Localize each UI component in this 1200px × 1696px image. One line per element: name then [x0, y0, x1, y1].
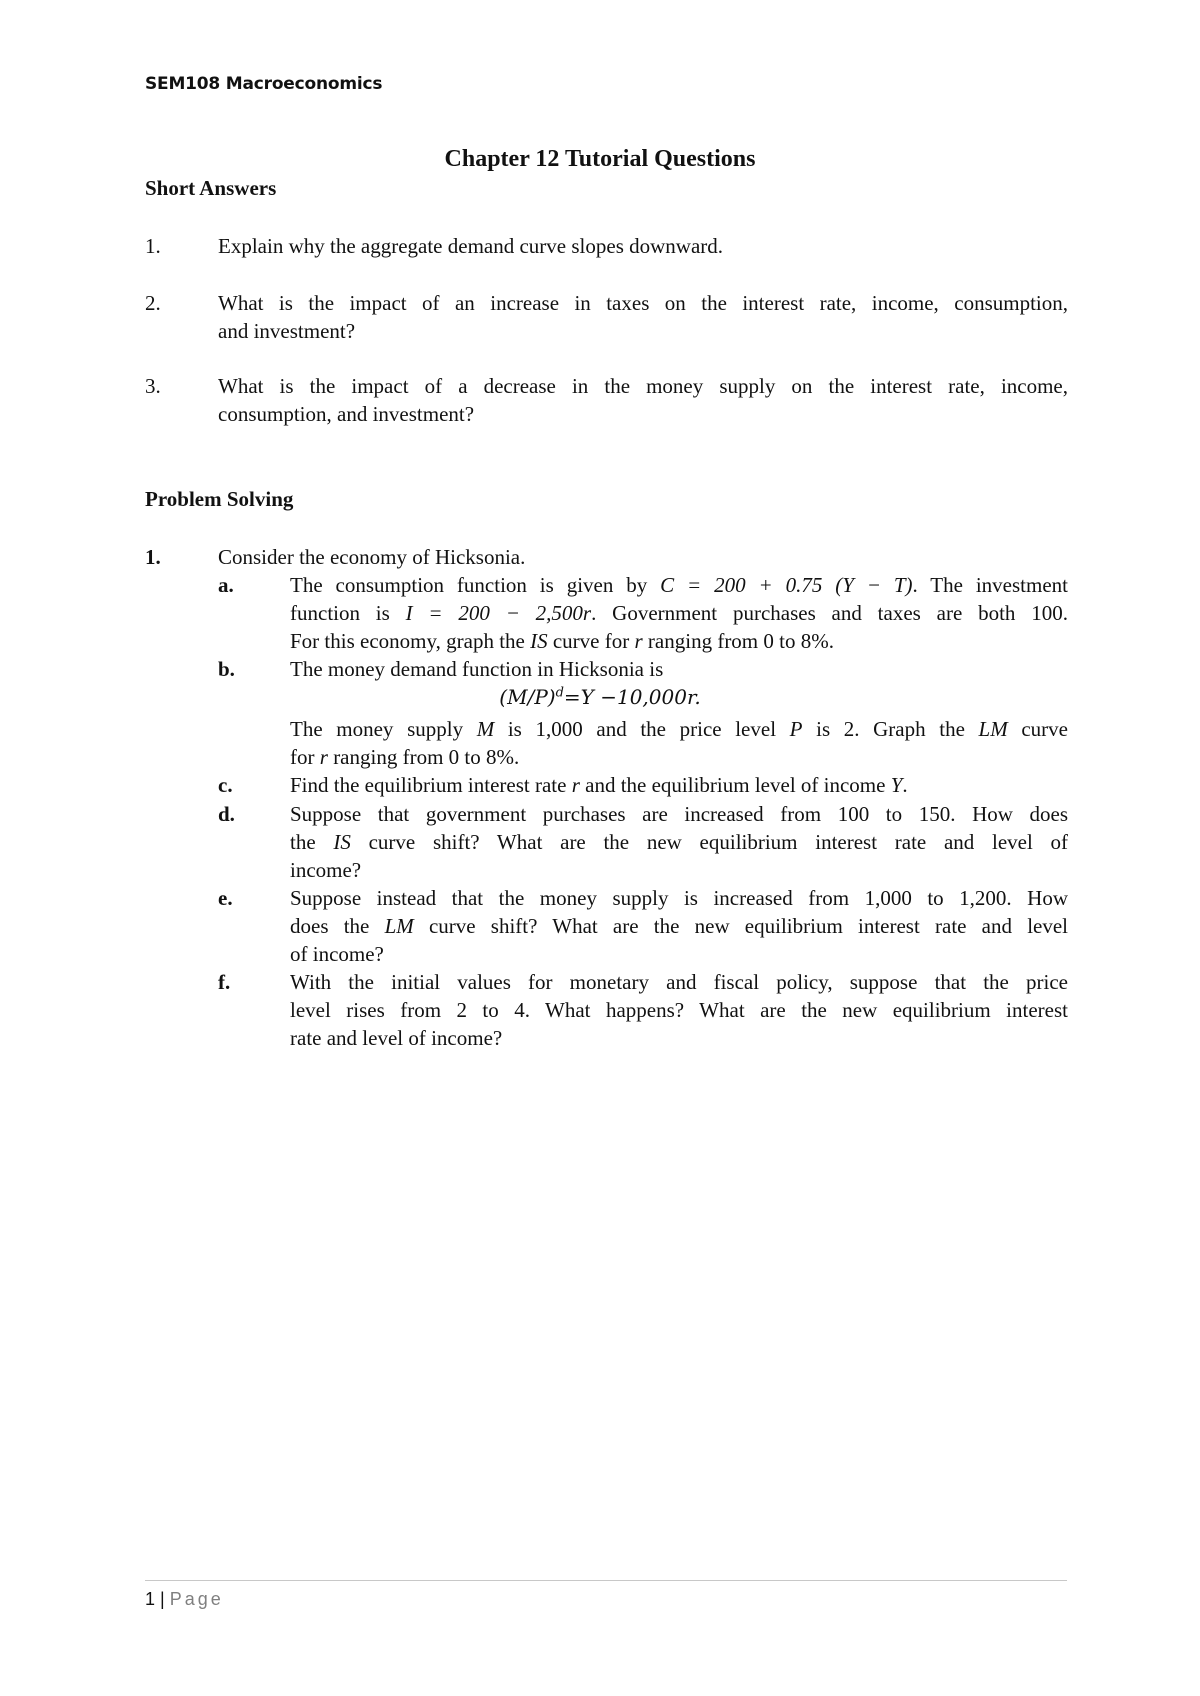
part-e-line: of income? [290, 942, 384, 966]
short-answer-text: Explain why the aggregate demand curve slopes downward. [218, 234, 724, 258]
part-f-line: With the initial values for monetary and fiscal policy, suppose that the price [290, 970, 1068, 994]
course-header: SEM108 Macroeconomics [145, 74, 383, 94]
part-c-line: Find the equilibrium interest rate r and the equilibrium level of income Y. [290, 773, 908, 797]
page-title: Chapter 12 Tutorial Questions [444, 146, 756, 172]
part-label-f: f. [218, 970, 231, 994]
footer-divider [145, 1580, 1067, 1581]
problem-number: 1. [145, 545, 161, 569]
problem-text: Consider the economy of Hicksonia. [218, 545, 526, 569]
part-a-line: For this economy, graph the IS curve for r ranging from 0 to 8%. [290, 629, 834, 653]
part-e-line: does the LM curve shift? What are the new equilibrium interest rate and level [290, 914, 1069, 938]
short-answer-number: 2. [145, 291, 161, 315]
short-answer-text-line: What is the impact of an increase in taxes on the interest rate, income, consumption, [218, 291, 1068, 315]
part-d-line: Suppose that government purchases are increased from 100 to 150. How does [290, 802, 1068, 826]
money-demand-formula: $(M/P)^d=Y -10,000r$. [499, 685, 701, 709]
part-b-line: The money supply M is 1,000 and the price level P is 2. Graph the LM curve [290, 717, 1069, 741]
part-f-line: rate and level of income? [290, 1026, 503, 1050]
short-answer-number: 1. [145, 234, 161, 258]
part-label-c: c. [218, 773, 233, 797]
short-answers-heading: Short Answers [145, 176, 277, 200]
short-answer-text-line: consumption, and investment? [218, 402, 475, 426]
part-a-line: function is I = 200 − 2,500r. Government purchases and taxes are both 100. [290, 601, 1068, 625]
part-label-b: b. [218, 657, 235, 681]
part-label-d: d. [218, 802, 235, 826]
part-label-a: a. [218, 573, 234, 597]
part-f-line: level rises from 2 to 4. What happens? What are the new equilibrium interest [290, 998, 1068, 1022]
page-number: 1 [145, 1589, 156, 1609]
part-e-line: Suppose instead that the money supply is increased from 1,000 to 1,200. How [290, 886, 1068, 910]
page-label: Page [169, 1589, 224, 1609]
part-a-line: The consumption function is given by C = 200 + 0.75 (Y − T). The investment [290, 573, 1068, 597]
short-answer-number: 3. [145, 374, 161, 398]
part-b-line: The money demand function in Hicksonia is [290, 657, 664, 681]
footer-separator: | [160, 1589, 165, 1609]
part-d-line: income? [290, 858, 362, 882]
short-answer-text-line: and investment? [218, 319, 356, 343]
page-footer [145, 1589, 224, 1610]
problem-solving-heading: Problem Solving [145, 487, 294, 511]
part-label-e: e. [218, 886, 233, 910]
part-b-line: for r ranging from 0 to 8%. [290, 745, 520, 769]
short-answer-text-line: What is the impact of a decrease in the money supply on the interest rate, income, [218, 374, 1068, 398]
part-d-line: the IS curve shift? What are the new equilibrium interest rate and level of [290, 830, 1068, 854]
